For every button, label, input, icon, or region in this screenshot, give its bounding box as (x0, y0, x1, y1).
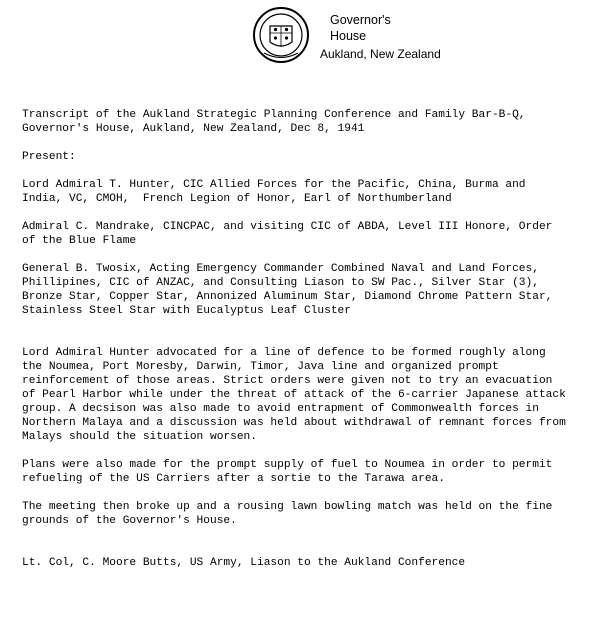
paragraph-line: group. A decsison was also made to avoid entrapment of Commonwealth forces in (22, 403, 539, 415)
paragraph-line: Lord Admiral Hunter advocated for a line of defence to be formed roughly along (22, 347, 546, 359)
letterhead-name: Governor's (330, 13, 391, 27)
paragraph-line: the Noumea, Port Moresby, Darwin, Timor, Java line and organized prompt (22, 361, 499, 373)
paragraph-line: Malays should the situation worsen. (22, 431, 257, 443)
attendee-line: General B. Twosix, Acting Emergency Commander Combined Naval and Land Forces, (22, 263, 539, 275)
present-label: Present: (22, 151, 76, 163)
paragraph-line: Plans were also made for the prompt supply of fuel to Noumea in order to permit (22, 459, 553, 471)
letterhead-name-line2: House (330, 29, 367, 43)
attendee-line: India, VC, CMOH, French Legion of Honor, Earl of Northumberland (22, 193, 452, 205)
attendee-line: Phillipines, CIC of ANZAC, and Consulting Liason to SW Pac., Silver Star (3), (22, 277, 539, 289)
attendee-line: Lord Admiral T. Hunter, CIC Allied Forces for the Pacific, China, Burma and (22, 179, 526, 191)
paragraph-line: The meeting then broke up and a rousing lawn bowling match was held on the fine (22, 501, 553, 513)
letterhead-location: Aukland, New Zealand (320, 47, 441, 61)
governors-seal-icon (252, 6, 310, 64)
title-line: Transcript of the Aukland Strategic Planning Conference and Family Bar-B-Q, (22, 109, 526, 121)
paragraph-line: grounds of the Governor's House. (22, 515, 237, 527)
attendee-line: of the Blue Flame (22, 235, 137, 247)
attendee-line: Admiral C. Mandrake, CINCPAC, and visiting CIC of ABDA, Level III Honore, Order (22, 221, 553, 233)
paragraph-line: reinforcement of those areas. Strict orders were given not to try an evacuation (22, 375, 553, 387)
paragraph-line: of Pearl Harbor while under the threat of attack of the 6-carrier Japanese attack (22, 389, 566, 401)
title-line: Governor's House, Aukland, New Zealand, Dec 8, 1941 (22, 123, 365, 135)
attendee-line: Stainless Steel Star with Eucalyptus Leaf Cluster (22, 305, 351, 317)
signature-line: Lt. Col, C. Moore Butts, US Army, Liason to the Aukland Conference (22, 557, 466, 569)
paragraph-line: Northern Malaya and a discussion was held about withdrawal of remnant forces from (22, 417, 566, 429)
attendee-line: Bronze Star, Copper Star, Annonized Aluminum Star, Diamond Chrome Pattern Star, (22, 291, 553, 303)
paragraph-line: refueling of the US Carriers after a sortie to the Tarawa area. (22, 473, 445, 485)
letterhead (252, 6, 592, 66)
transcript-body (22, 108, 602, 570)
